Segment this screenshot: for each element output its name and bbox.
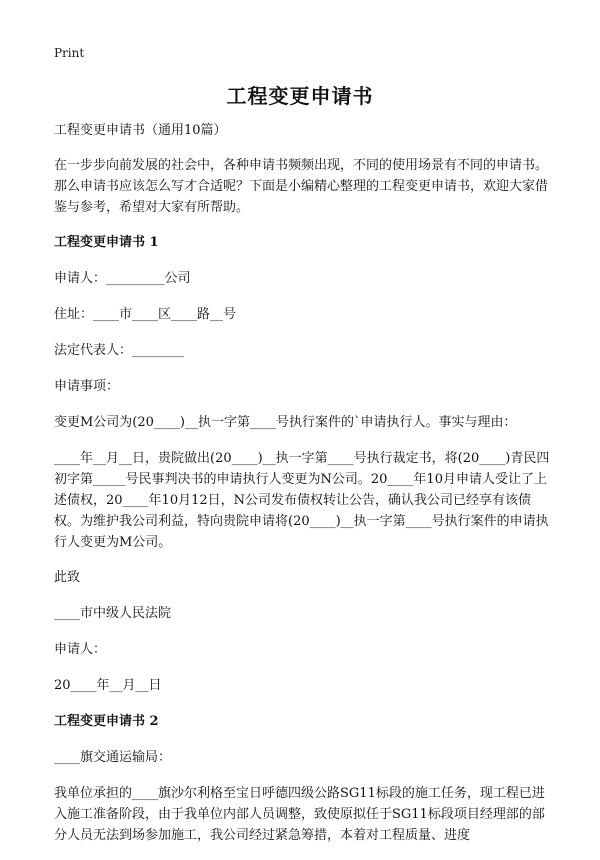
section-1-body: ____年__月__日，贵院做出(20____)__执一字第____号执行裁定书，将(20____)青民四初字第_____号民事判决书的申请执行人变更为N公司。20____年10月申请人受让了上述债权，20____年10月12日，N公司发布债权转让公告，确认我公司已经享有该债权。为维护我公司利益，特向贵院申请将(20____)__执一字第____号执行案件的申请执行人变更为M公司。 bbox=[54, 451, 550, 550]
document-title: 工程变更申请书 bbox=[226, 84, 374, 108]
section-2-heading: 工程变更申请书 2 bbox=[54, 714, 159, 729]
section-2-body: 我单位承担的____旗沙尔利格至宝日呼德四级公路SG11标段的施工任务，现工程已进入施工准备阶段，由于我单位内部人员调整，致使原拟任于SG11标段项目经理部的部分人员无法到场参加施工，我公司经过紧急筹措，本着对工程质量、进度 bbox=[54, 786, 545, 843]
change-request-line: 变更M公司为(20____)__执一字第____号执行案件的`申请执行人。事实与理由： bbox=[54, 415, 517, 430]
recipient-line: ____旗交通运输局： bbox=[54, 750, 172, 765]
subtitle: 工程变更申请书（通用10篇） bbox=[54, 123, 227, 138]
applicant-line: 申请人：_________公司 bbox=[54, 271, 191, 286]
document-body bbox=[54, 120, 550, 860]
court-line: ____市中级人民法院 bbox=[54, 606, 172, 621]
date-line: 20____年__月__日 bbox=[54, 678, 162, 693]
address-line: 住址：____市____区____路__号 bbox=[54, 307, 237, 322]
matters-line: 申请事项： bbox=[54, 379, 120, 394]
section-1-heading: 工程变更申请书 1 bbox=[54, 235, 159, 250]
signature-line: 申请人： bbox=[54, 642, 107, 657]
closing-line: 此致 bbox=[54, 570, 81, 585]
intro-paragraph: 在一步步向前发展的社会中，各种申请书频频出现，不同的使用场景有不同的申请书。那么申请书应该怎么写才合适呢？下面是小编精心整理的工程变更申请书，欢迎大家借鉴与参考，希望对大家有所帮助。 bbox=[54, 158, 549, 215]
print-link[interactable]: Print bbox=[54, 46, 85, 60]
legal-representative-line: 法定代表人：________ bbox=[54, 343, 185, 358]
